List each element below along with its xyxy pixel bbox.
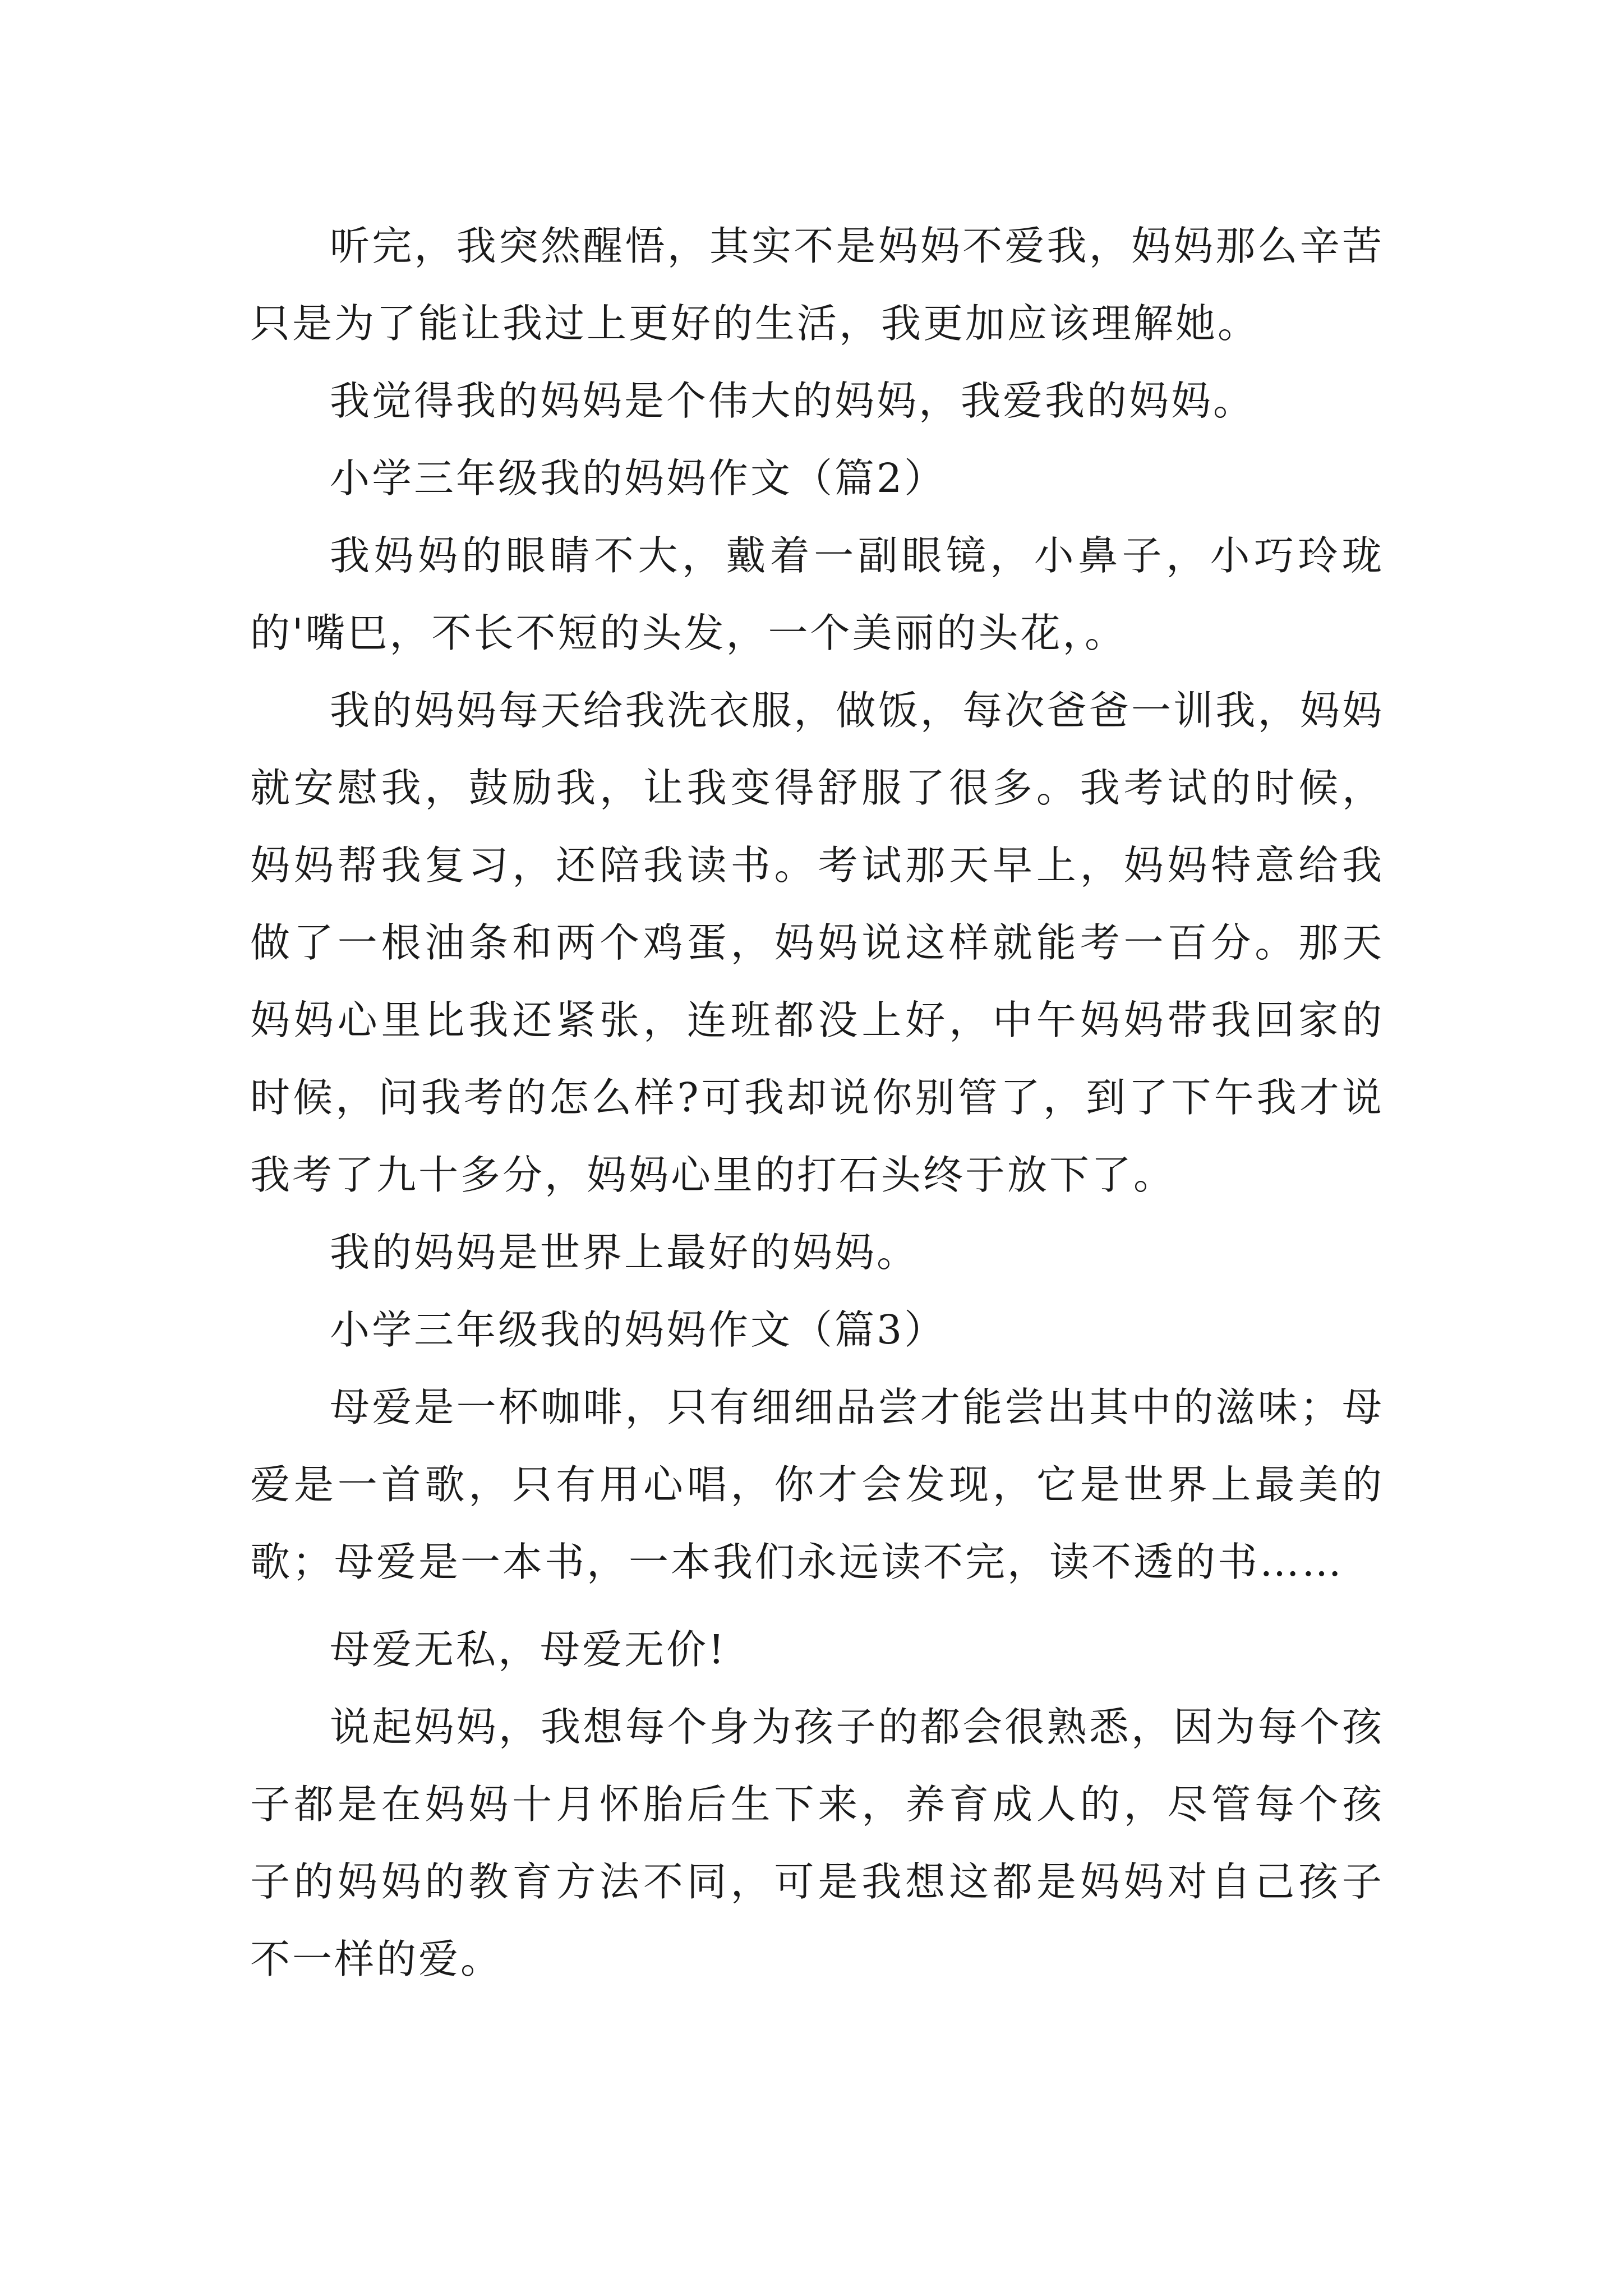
paragraph: 母爱是一杯咖啡，只有细细品尝才能尝出其中的滋味；母爱是一首歌，只有用心唱，你才会发现，它是世界上最美的歌；母爱是一本书，一本我们永远读不完，读不透的书…… bbox=[250, 1384, 1384, 1585]
section-heading: 小学三年级我的妈妈作文（篇3） bbox=[330, 1306, 947, 1353]
section-heading: 小学三年级我的妈妈作文（篇2） bbox=[330, 455, 947, 501]
document-body bbox=[250, 208, 1384, 1998]
paragraph: 听完，我突然醒悟，其实不是妈妈不爱我，妈妈那么辛苦只是为了能让我过上更好的生活，我更加应该理解她。 bbox=[250, 223, 1384, 347]
paragraph: 我的妈妈是世界上最好的妈妈。 bbox=[330, 1229, 919, 1276]
paragraph: 我妈妈的眼睛不大，戴着一副眼镜，小鼻子，小巧玲珑的'嘴巴，不长不短的头发，一个美丽的头花，。 bbox=[250, 532, 1384, 656]
paragraph: 母爱无私，母爱无价! bbox=[330, 1626, 727, 1673]
paragraph: 我的妈妈每天给我洗衣服，做饭，每次爸爸一训我，妈妈就安慰我，鼓励我，让我变得舒服了很多。我考试的时候，妈妈帮我复习，还陪我读书。考试那天早上，妈妈特意给我做了一根油条和两个鸡蛋，妈妈说这样就能考一百分。那天妈妈心里比我还紧张，连班都没上好，中午妈妈带我回家的时候，问我考的怎么样?可我却说你别管了，到了下午我才说我考了九十多分，妈妈心里的打石头终于放下了。 bbox=[250, 687, 1384, 1198]
paragraph: 说起妈妈，我想每个身为孩子的都会很熟悉，因为每个孩子都是在妈妈十月怀胎后生下来，养育成人的，尽管每个孩子的妈妈的教育方法不同，可是我想这都是妈妈对自己孩子不一样的爱。 bbox=[250, 1704, 1384, 1982]
paragraph: 我觉得我的妈妈是个伟大的妈妈，我爱我的妈妈。 bbox=[330, 378, 1256, 424]
